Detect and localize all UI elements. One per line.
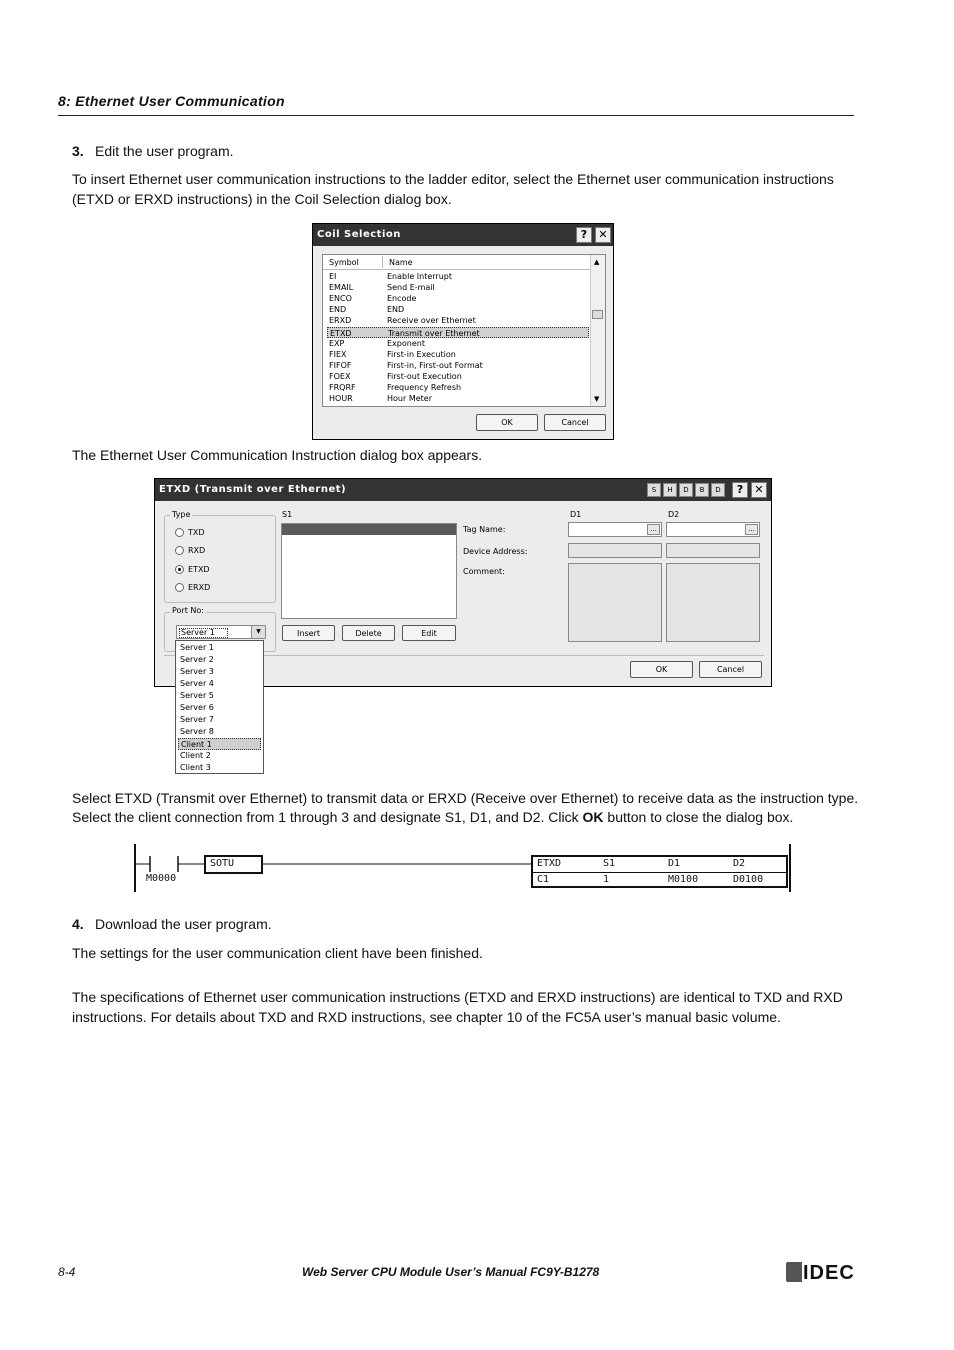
coil-symbol: ERXD [329, 316, 352, 326]
coil-symbol: EMAIL [329, 283, 354, 293]
logo-mark-icon [786, 1262, 802, 1282]
insert-button[interactable]: Insert [282, 625, 335, 641]
port-option[interactable]: Server 5 [180, 691, 214, 700]
ok-button[interactable]: OK [630, 661, 693, 678]
coil-symbol: ENCO [329, 294, 352, 304]
coil-list-row[interactable] [327, 327, 589, 338]
d1-browse-button[interactable]: ... [647, 524, 660, 535]
coil-name: First-out Execution [387, 371, 462, 381]
coil-list-row[interactable] [327, 382, 589, 393]
comment-label: Comment: [463, 567, 505, 576]
port-option[interactable]: Server 3 [180, 667, 214, 676]
step-3 [72, 143, 234, 159]
d1-tag-name-field[interactable] [568, 522, 662, 537]
radio-label-etxd: ETXD [188, 564, 210, 574]
coil-list-row[interactable] [327, 349, 589, 360]
s1-list[interactable] [281, 523, 457, 619]
coil-list-row[interactable] [327, 393, 589, 404]
coil-symbol: END [329, 305, 347, 315]
coil-list-row[interactable] [327, 271, 589, 282]
coil-name: Encode [387, 294, 417, 304]
s1-selected-row[interactable] [282, 524, 456, 535]
ladder-val-1: 1 [603, 874, 610, 885]
port-option[interactable]: Server 2 [180, 655, 214, 664]
d-icon[interactable]: D [679, 483, 693, 497]
ladder-val-3: D0100 [733, 874, 764, 885]
paragraph-finished: The settings for the user communication client have been finished. [72, 945, 483, 961]
coil-name: Exponent [387, 338, 425, 348]
coil-name: First-in Execution [387, 349, 456, 359]
coil-list-row[interactable] [327, 371, 589, 382]
close-icon[interactable]: ✕ [595, 227, 611, 243]
coil-dialog-titlebar [313, 224, 613, 246]
coil-name: Send E-mail [387, 283, 435, 293]
d2-tag-name-field[interactable] [666, 522, 760, 537]
coil-name: Enable Interrupt [387, 272, 453, 281]
coil-symbol: EI [329, 272, 337, 281]
scroll-up-icon[interactable]: ▲ [594, 258, 600, 266]
coil-list-row[interactable] [327, 360, 589, 371]
port-option[interactable]: Server 6 [180, 703, 214, 712]
d2-device-address-field [666, 543, 760, 558]
coil-dialog-title: Coil Selection [317, 229, 401, 240]
ladder-lines [130, 842, 800, 896]
coil-name: Hour Meter [387, 394, 432, 404]
coil-symbol: HOUR [329, 394, 353, 404]
chapter-title: 8: Ethernet User Communication [58, 93, 285, 109]
ladder-diagram [130, 842, 800, 896]
d1-device-address-field [568, 543, 662, 558]
delete-button[interactable]: Delete [342, 625, 395, 641]
scroll-down-icon[interactable]: ▼ [594, 395, 600, 403]
tag-name-label: Tag Name: [463, 525, 506, 534]
coil-list[interactable] [322, 254, 606, 407]
coil-symbol: FIEX [329, 349, 347, 359]
coil-symbol: FRQRF [329, 383, 356, 392]
step-number: 3. [72, 143, 84, 159]
d2-label: D2 [668, 510, 680, 519]
coil-name: Frequency Refresh [387, 383, 462, 392]
port-option[interactable]: Client 1 [178, 738, 261, 750]
column-header-symbol: Symbol [329, 258, 359, 267]
radio-erxd[interactable] [175, 583, 184, 592]
s-icon[interactable]: S [647, 483, 661, 497]
d2-icon[interactable]: D [711, 483, 725, 497]
d2-comment-field [666, 563, 760, 642]
type-label: Type [172, 510, 191, 519]
s1-label: S1 [282, 510, 293, 519]
h-icon[interactable]: H [663, 483, 677, 497]
help-icon[interactable]: ? [732, 482, 748, 498]
coil-label: SOTU [210, 858, 235, 869]
step-text: Edit the user program. [95, 143, 234, 159]
b-icon[interactable]: B [695, 483, 709, 497]
d2-browse-button[interactable]: ... [745, 524, 758, 535]
chevron-down-icon[interactable]: ▼ [251, 626, 265, 638]
port-option[interactable]: Client 2 [180, 751, 211, 760]
radio-label-erxd: ERXD [188, 582, 211, 592]
port-label: Port No: [172, 606, 204, 615]
paragraph-specifications: The specifications of Ethernet user communication instructions (ETXD and ERXD instructions) are identical to TXD and RXD instructions. For details about TXD and RXD instructions, see chapter 10 of the FC5A user’s manual basic volume. [72, 989, 843, 1025]
coil-list-row[interactable] [327, 338, 589, 349]
paragraph-dialog-appears: The Ethernet User Communication Instruction dialog box appears. [72, 447, 483, 463]
ladder-head-2: D1 [668, 858, 681, 869]
port-option[interactable]: Server 8 [180, 727, 214, 736]
coil-symbol: ETXD [330, 328, 352, 338]
step-text: Download the user program. [95, 916, 272, 932]
radio-label-txd: TXD [188, 528, 205, 537]
edit-button[interactable]: Edit [402, 625, 456, 641]
step-4 [72, 916, 272, 932]
port-select[interactable] [176, 625, 266, 639]
ladder-head-1: S1 [603, 858, 616, 869]
coil-symbol: EXP [329, 338, 345, 348]
page-number: 8-4 [58, 1265, 76, 1279]
coil-list-row[interactable] [327, 282, 589, 293]
coil-list-row[interactable] [327, 293, 589, 304]
port-option[interactable]: Server 1 [180, 643, 214, 652]
paragraph-select-etxd [72, 789, 862, 827]
help-icon[interactable]: ? [576, 227, 592, 243]
port-dropdown-list[interactable] [175, 640, 264, 774]
coil-list-row[interactable] [327, 304, 589, 315]
manual-title: Web Server CPU Module User’s Manual FC9Y-B1278 [302, 1265, 600, 1279]
scroll-thumb[interactable] [592, 310, 603, 319]
ladder-head-3: D2 [733, 858, 746, 869]
radio-etxd[interactable] [175, 565, 184, 574]
para3-text-a: Select ETXD (Transmit over Ethernet) to transmit data or ERXD (Receive over Ethernet) to receive data as the instruction type. Select the client connection from 1 through 3 and designate S1, D1, and D2. Click [72, 790, 859, 825]
step-number: 4. [72, 916, 84, 932]
header-rule [58, 115, 854, 116]
device-address-label: Device Address: [463, 547, 528, 556]
cancel-button[interactable]: Cancel [699, 661, 762, 678]
coil-selection-dialog [312, 223, 614, 440]
coil-name: Transmit over Ethernet [388, 328, 480, 338]
ladder-val-2: M0100 [668, 874, 699, 885]
coil-list-row[interactable] [327, 315, 589, 326]
coil-name: First-in, First-out Format [387, 360, 483, 370]
column-header-name: Name [389, 258, 413, 267]
coil-name: Receive over Ethernet [387, 316, 476, 326]
radio-txd[interactable] [175, 528, 184, 537]
ok-button[interactable]: OK [476, 414, 538, 431]
cancel-button[interactable]: Cancel [544, 414, 606, 431]
port-option[interactable]: Client 3 [180, 763, 211, 772]
idec-logo [786, 1262, 855, 1285]
coil-list-header [323, 255, 591, 270]
paragraph-insert-instructions: To insert Ethernet user communication instructions to the ladder editor, select the Ethernet user communication instructions (ETXD or ERXD instructions) in the Coil Selection dialog box. [72, 171, 834, 207]
logo-text: IDEC [803, 1262, 855, 1284]
d1-comment-field [568, 563, 662, 642]
contact-label: M0000 [146, 873, 177, 884]
radio-label-rxd: RXD [188, 546, 206, 556]
coil-name: END [387, 305, 405, 315]
d1-label: D1 [570, 510, 582, 519]
para3-text-b: button to close the dialog box. [603, 809, 794, 825]
port-option[interactable]: Server 4 [180, 679, 214, 688]
port-option[interactable]: Server 7 [180, 715, 214, 724]
close-icon[interactable]: ✕ [751, 482, 767, 498]
ladder-val-0: C1 [537, 874, 550, 885]
coil-symbol: FOEX [329, 371, 351, 381]
port-select-value: Server 1 [179, 628, 228, 638]
coil-symbol: FIFOF [329, 360, 352, 370]
ladder-head-0: ETXD [537, 858, 562, 869]
para3-ok: OK [582, 809, 604, 825]
coil-list-scrollbar[interactable] [590, 255, 605, 406]
etxd-dialog-title: ETXD (Transmit over Ethernet) [159, 484, 347, 495]
